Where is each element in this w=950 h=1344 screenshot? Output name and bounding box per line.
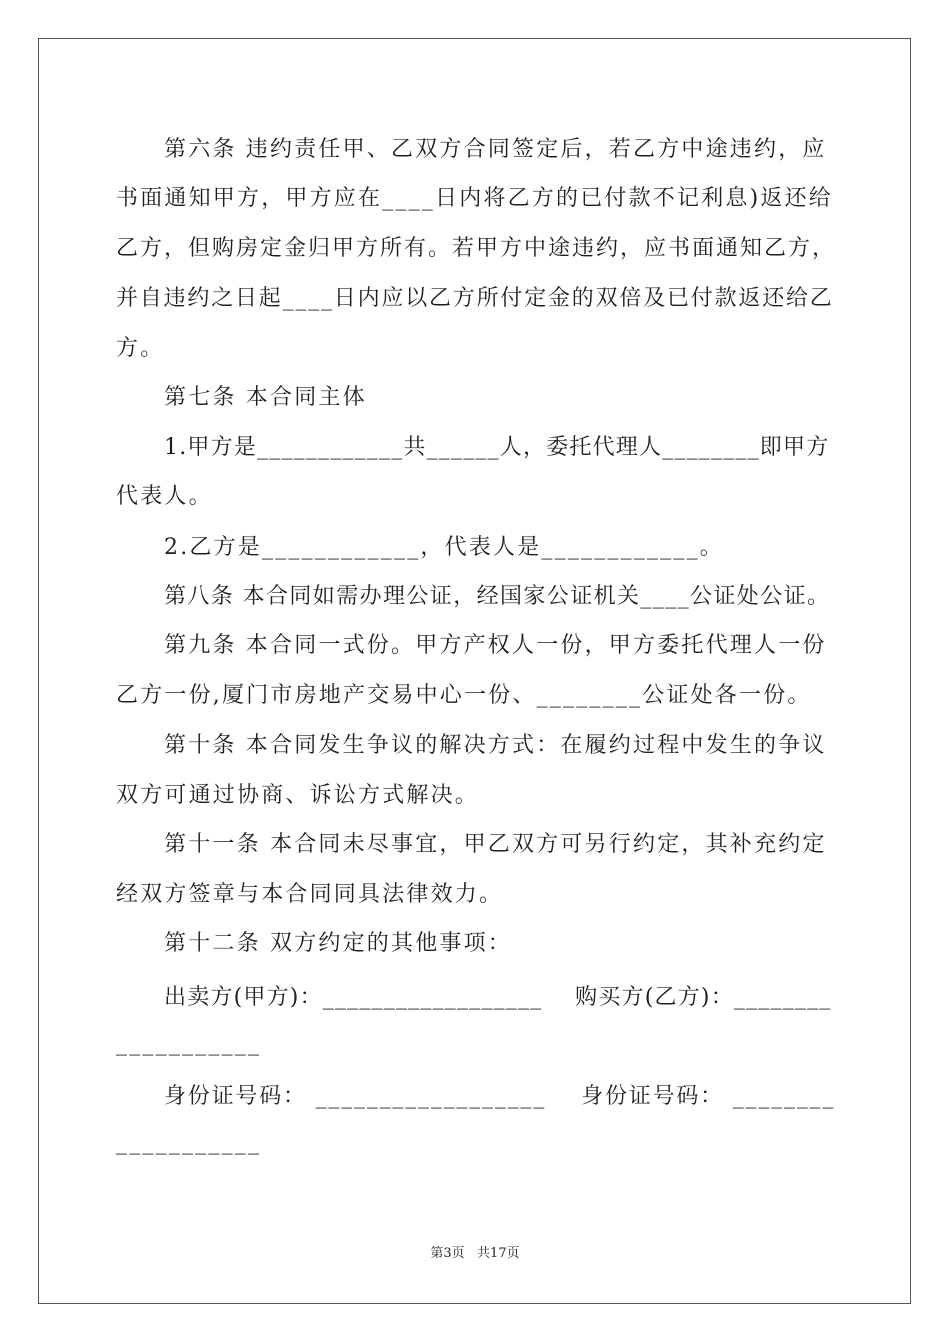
text-line: 乙方，但购房定金归甲方所有。若甲方中途违约，应书面通知乙方， [116, 236, 837, 261]
id-number-line: 身份证号码： __________________ 身份证号码： ________ [164, 1084, 836, 1109]
page-border [38, 38, 911, 1304]
text-line: 并自违约之日起____日内应以乙方所付定金的双倍及已付款返还给乙 [116, 286, 834, 311]
section-heading: 第十二条 双方约定的其他事项： [164, 931, 512, 956]
text-line: 第十一条 本合同未尽事宜，甲乙双方可另行约定，其补充约定 [164, 832, 827, 857]
id-number-line-continuation: ___________ [116, 1130, 262, 1155]
text-line: 书面通知甲方，甲方应在____日内将乙方的已付款不记利息)返还给 [116, 186, 833, 211]
text-line: 方。 [116, 336, 165, 361]
text-line: 双方可通过协商、诉讼方式解决。 [116, 783, 480, 808]
text-line: 第八条 本合同如需办理公证，经国家公证机关____公证处公证。 [164, 584, 831, 609]
section-heading: 第七条 本合同主体 [164, 385, 367, 410]
text-line: 经双方签章与本合同同具法律效力。 [116, 882, 504, 907]
signature-line-seller-buyer: 出卖方(甲方)：__________________ 购买方(乙方)：________ [164, 985, 832, 1010]
text-line: 1.甲方是____________共______人，委托代理人________即甲方 [164, 435, 830, 460]
text-line: 2.乙方是____________，代表人是____________。 [164, 535, 724, 560]
text-line: 第六条 违约责任甲、乙双方合同签定后，若乙方中途违约，应 [164, 137, 827, 162]
text-line: 第十条 本合同发生争议的解决方式：在履约过程中发生的争议 [164, 733, 827, 758]
text-line: 代表人。 [116, 484, 213, 509]
text-line: 乙方一份,厦门市房地产交易中心一份、________公证处各一份。 [116, 683, 812, 708]
page-number-footer: 第3页 共17页 [430, 1246, 520, 1261]
signature-line-continuation: ___________ [116, 1031, 262, 1056]
text-line: 第九条 本合同一式份。甲方产权人一份，甲方委托代理人一份 [164, 633, 827, 658]
